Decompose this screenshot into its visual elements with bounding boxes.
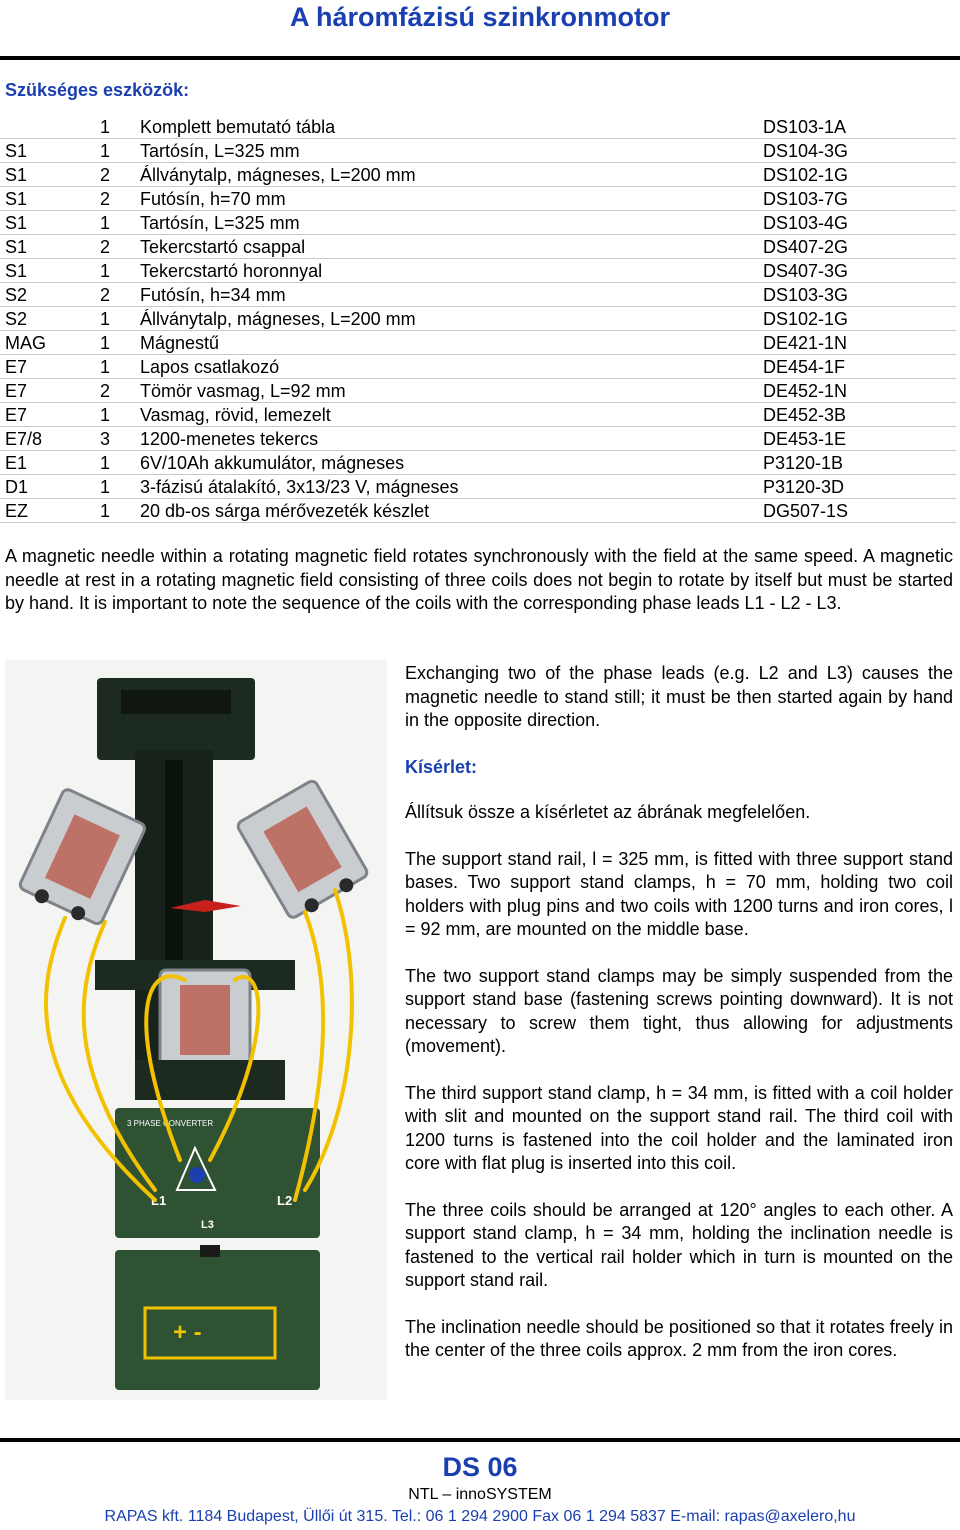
equipment-code: E7: [0, 379, 100, 403]
equipment-name: Tartósín, L=325 mm: [140, 139, 763, 163]
equipment-name: Tömör vasmag, L=92 mm: [140, 379, 763, 403]
equipment-quantity: 2: [100, 187, 140, 211]
equipment-row: [0, 283, 956, 307]
equipment-article: DS407-2G: [763, 235, 956, 259]
coil-angles-paragraph: The three coils should be arranged at 120° angles to each other. A support stand clamp, h = 34 mm, holding the inclination needle is fastened to the vertical rail holder which in turn is mounted on the support stand rail.: [405, 1199, 953, 1290]
needle-position-paragraph: The inclination needle should be positioned so that it rotates freely in the center of the three coils approx. 2 mm from the iron cores.: [405, 1316, 953, 1360]
equipment-code: S1: [0, 259, 100, 283]
equipment-row: [0, 259, 956, 283]
bottom-divider: [0, 1438, 960, 1442]
accumulator-battery: [115, 1245, 320, 1390]
equipment-row: [0, 211, 956, 235]
equipment-quantity: 1: [100, 115, 140, 139]
equipment-quantity: 1: [100, 355, 140, 379]
equipment-code: S1: [0, 235, 100, 259]
equipment-quantity: 2: [100, 235, 140, 259]
document-code: DS 06: [442, 1452, 518, 1482]
equipment-row: [0, 187, 956, 211]
equipment-row: [0, 379, 956, 403]
equipment-article: DS103-3G: [763, 283, 956, 307]
equipment-article: DS102-1G: [763, 163, 956, 187]
equipment-article: P3120-3D: [763, 475, 956, 499]
converter-label: 3 PHASE CONVERTER: [127, 1119, 214, 1128]
equipment-article: DS104-3G: [763, 139, 956, 163]
equipment-row: [0, 499, 956, 523]
equipment-code: E7: [0, 355, 100, 379]
equipment-quantity: 1: [100, 331, 140, 355]
equipment-code: S1: [0, 211, 100, 235]
equipment-code: EZ: [0, 499, 100, 523]
equipment-article: DS102-1G: [763, 307, 956, 331]
equipment-quantity: 1: [100, 259, 140, 283]
phase-exchange-paragraph: Exchanging two of the phase leads (e.g. L2 and L3) causes the magnetic needle to stand still; it must be then started again by hand in the opposite direction.: [405, 663, 953, 730]
lead-l3: L3: [201, 1219, 214, 1231]
equipment-name: Mágnestű: [140, 331, 763, 355]
equipment-row: [0, 427, 956, 451]
equipment-row: [0, 451, 956, 475]
equipment-name: Tekercstartó horonnyal: [140, 259, 763, 283]
equipment-code: E1: [0, 451, 100, 475]
equipment-name: Lapos csatlakozó: [140, 355, 763, 379]
equipment-quantity: 2: [100, 283, 140, 307]
equipment-quantity: 1: [100, 211, 140, 235]
equipment-article: DE453-1E: [763, 427, 956, 451]
equipment-code: E7: [0, 403, 100, 427]
equipment-article: DS407-3G: [763, 259, 956, 283]
contact-line: RAPAS kft. 1184 Budapest, Üllői út 315. Tel.: 06 1 294 2900 Fax 06 1 294 5837 E-mail: rapas@axelero,hu: [104, 1508, 856, 1525]
equipment-row: [0, 475, 956, 499]
equipment-table: [0, 115, 956, 523]
top-divider: [0, 56, 960, 60]
brand-line: NTL – innoSYSTEM: [408, 1486, 552, 1503]
equipment-row: [0, 355, 956, 379]
equipment-row: [0, 331, 956, 355]
page-title: A háromfázisú szinkronmotor: [289, 2, 671, 32]
equipment-code: S1: [0, 187, 100, 211]
equipment-article: DG507-1S: [763, 499, 956, 523]
equipment-article: P3120-1B: [763, 451, 956, 475]
equipment-article: DS103-7G: [763, 187, 956, 211]
equipment-article: DS103-4G: [763, 211, 956, 235]
equipment-article: DE421-1N: [763, 331, 956, 355]
equipment-name: 3-fázisú átalakító, 3x13/23 V, mágneses: [140, 475, 763, 499]
experiment-heading: Kísérlet:: [405, 756, 478, 777]
equipment-name: Futósín, h=34 mm: [140, 283, 763, 307]
lead-l2: L2: [277, 1193, 293, 1208]
equipment-quantity: 1: [100, 475, 140, 499]
equipment-quantity: 2: [100, 163, 140, 187]
equipment-code: MAG: [0, 331, 100, 355]
equipment-quantity: 1: [100, 139, 140, 163]
equipment-quantity: 2: [100, 379, 140, 403]
equipment-name: Állványtalp, mágneses, L=200 mm: [140, 307, 763, 331]
rail-paragraph: The support stand rail, l = 325 mm, is fitted with three support stand bases. Two support stand clamps, h = 70 mm, holding two coil holders with plug pins and two coils with 1200 turns and iron cores, l = 92 mm, are mounted on the middle base.: [405, 848, 953, 939]
equipment-name: Tekercstartó csappal: [140, 235, 763, 259]
equipment-name: Futósín, h=70 mm: [140, 187, 763, 211]
third-clamp-paragraph: The third support stand clamp, h = 34 mm, is fitted with a coil holder with slit and mounted on the support stand rail. The third coil with 1200 turns is fastened into the coil holder and the laminated iron core with flat plug is inserted into this coil.: [405, 1082, 953, 1173]
equipment-code: [0, 115, 100, 139]
equipment-code: S2: [0, 283, 100, 307]
equipment-name: 1200-menetes tekercs: [140, 427, 763, 451]
equipment-article: DS103-1A: [763, 115, 956, 139]
equipment-heading: Szükséges eszközök:: [5, 80, 190, 100]
setup-photo: [5, 660, 387, 1400]
equipment-row: [0, 115, 956, 139]
equipment-row: [0, 235, 956, 259]
equipment-article: DE454-1F: [763, 355, 956, 379]
equipment-row: [0, 403, 956, 427]
equipment-name: Vasmag, rövid, lemezelt: [140, 403, 763, 427]
equipment-article: DE452-3B: [763, 403, 956, 427]
equipment-quantity: 3: [100, 427, 140, 451]
equipment-quantity: 1: [100, 403, 140, 427]
three-phase-converter: [115, 1108, 320, 1238]
equipment-quantity: 1: [100, 307, 140, 331]
equipment-name: Tartósín, L=325 mm: [140, 211, 763, 235]
equipment-name: 6V/10Ah akkumulátor, mágneses: [140, 451, 763, 475]
clamps-paragraph: The two support stand clamps may be simply suspended from the support stand base (fastening screws pointing downward). It is not necessary to screw them tight, thus allowing for adjustments (movement).: [405, 965, 953, 1056]
equipment-quantity: 1: [100, 451, 140, 475]
equipment-row: [0, 139, 956, 163]
equipment-code: S1: [0, 139, 100, 163]
battery-polarity: + -: [173, 1319, 202, 1346]
equipment-code: D1: [0, 475, 100, 499]
equipment-code: S1: [0, 163, 100, 187]
equipment-row: [0, 307, 956, 331]
coil-bottom: [160, 970, 250, 1065]
instructions-column: [405, 662, 953, 1386]
equipment-code: E7/8: [0, 427, 100, 451]
intro-paragraph: A magnetic needle within a rotating magnetic field rotates synchronously with the field at the same speed. A magnetic needle at rest in a rotating magnetic field consisting of three coils does not begin to rotate by itself but must be started by hand. It is important to note the sequence of the coils with the corresponding phase leads L1 - L2 - L3.: [5, 546, 953, 613]
equipment-quantity: 1: [100, 499, 140, 523]
equipment-code: S2: [0, 307, 100, 331]
equipment-name: 20 db-os sárga mérővezeték készlet: [140, 499, 763, 523]
setup-instruction: Állítsuk össze a kísérletet az ábrának megfelelően.: [405, 802, 811, 822]
equipment-name: Állványtalp, mágneses, L=200 mm: [140, 163, 763, 187]
equipment-article: DE452-1N: [763, 379, 956, 403]
equipment-name: Komplett bemutató tábla: [140, 115, 763, 139]
equipment-row: [0, 163, 956, 187]
lead-l1: L1: [151, 1193, 167, 1208]
